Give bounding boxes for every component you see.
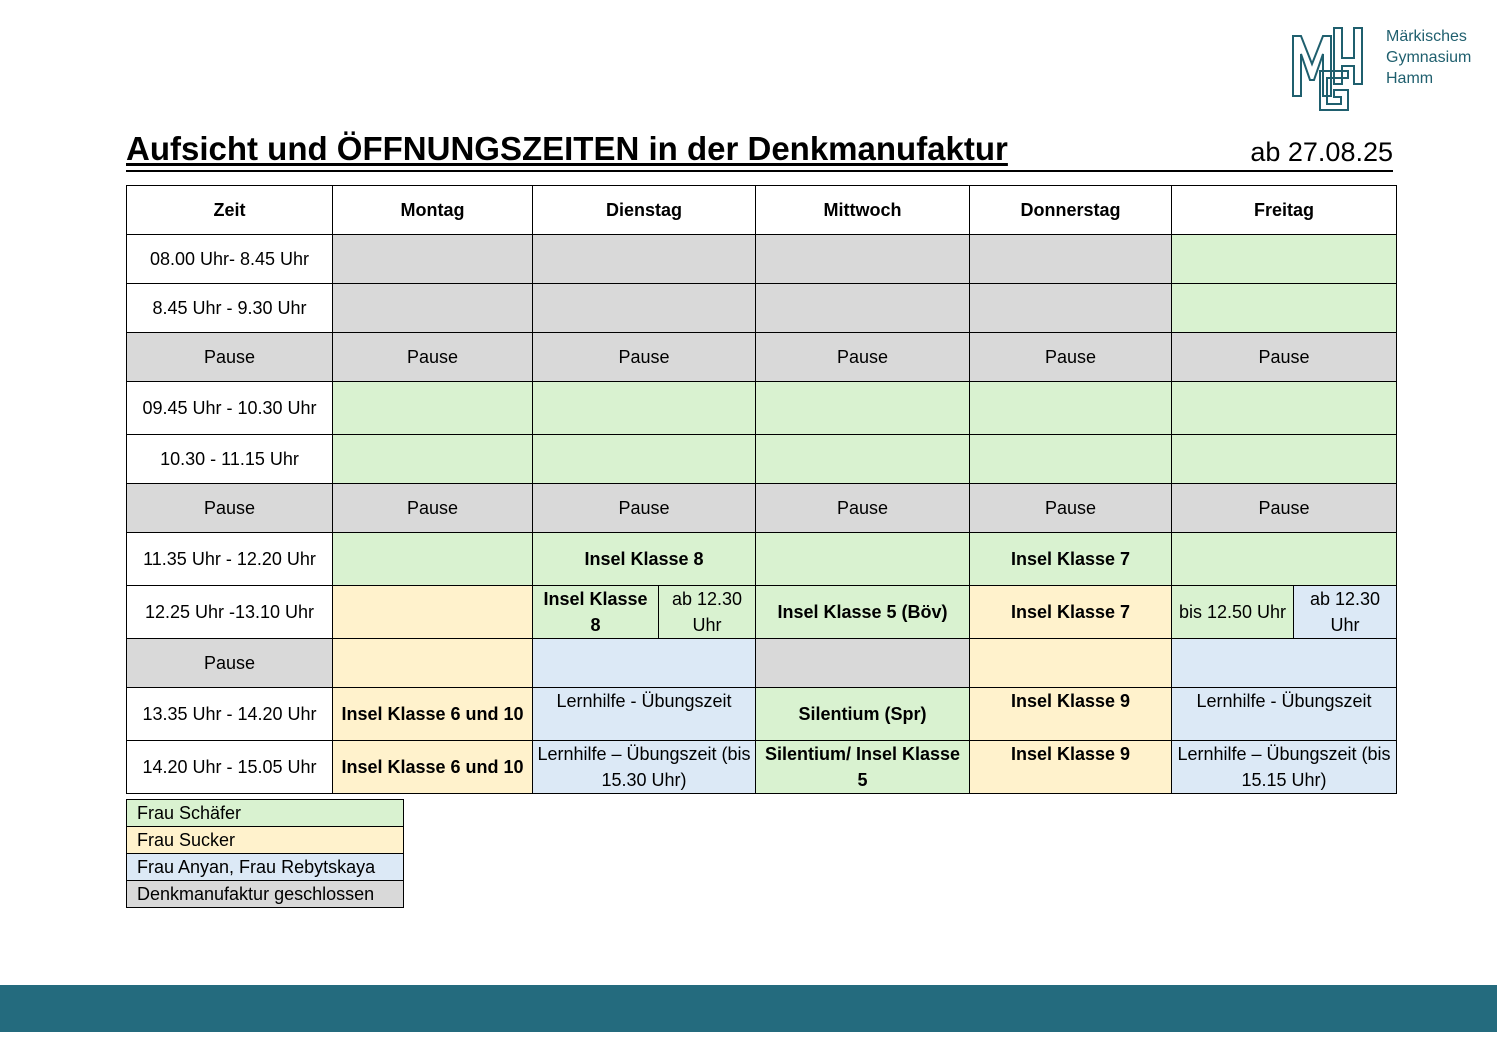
slot-cell: Lernhilfe - Übungszeit — [1172, 688, 1397, 741]
legend — [126, 799, 404, 908]
time-cell: 14.20 Uhr - 15.05 Uhr — [127, 741, 333, 794]
table-row — [127, 533, 1397, 586]
slot-cell: bis 12.50 Uhr — [1172, 586, 1294, 639]
pause-row — [127, 333, 1397, 382]
slot-cell: Lernhilfe – Übungszeit (bis 15.30 Uhr) — [533, 741, 756, 794]
pause-row — [127, 639, 1397, 688]
title-row — [126, 126, 1393, 172]
legend-item-sucker: Frau Sucker — [127, 827, 404, 854]
header-mittwoch: Mittwoch — [756, 186, 970, 235]
time-cell: 12.25 Uhr -13.10 Uhr — [127, 586, 333, 639]
pause-cell: Pause — [970, 484, 1172, 533]
slot-cell — [333, 435, 533, 484]
time-cell: 10.30 - 11.15 Uhr — [127, 435, 333, 484]
table-row — [127, 235, 1397, 284]
pause-cell: Pause — [533, 333, 756, 382]
time-cell: Pause — [127, 639, 333, 688]
slot-cell — [970, 639, 1172, 688]
slot-cell: Insel Klasse 7 — [970, 586, 1172, 639]
slot-cell — [333, 533, 533, 586]
slot-cell — [970, 382, 1172, 435]
pause-cell: Pause — [1172, 333, 1397, 382]
pause-row — [127, 484, 1397, 533]
school-name-line-1: Märkisches — [1386, 28, 1467, 45]
slot-cell — [1172, 235, 1397, 284]
table-row — [127, 284, 1397, 333]
legend-item-anyan-rebytskaya: Frau Anyan, Frau Rebytskaya — [127, 854, 404, 881]
time-cell: Pause — [127, 333, 333, 382]
slot-cell — [1172, 435, 1397, 484]
slot-cell: Insel Klasse 9 — [970, 741, 1172, 794]
table-row — [127, 688, 1397, 741]
slot-cell — [970, 235, 1172, 284]
slot-cell — [756, 533, 970, 586]
slot-cell — [333, 639, 533, 688]
slot-cell — [533, 235, 756, 284]
slot-cell: Insel Klasse 5 (Böv) — [756, 586, 970, 639]
legend-item-schaefer: Frau Schäfer — [127, 800, 404, 827]
page-title: Aufsicht und ÖFFNUNGSZEITEN in der Denkmanufaktur — [126, 130, 1008, 167]
slot-cell: Lernhilfe - Übungszeit — [533, 688, 756, 741]
slot-cell: Insel Klasse 6 und 10 — [333, 688, 533, 741]
slot-cell: Insel Klasse 8 — [533, 533, 756, 586]
pause-cell: Pause — [1172, 484, 1397, 533]
school-name-line-3: Hamm — [1386, 70, 1434, 87]
slot-cell — [333, 586, 533, 639]
table-row — [127, 586, 1397, 639]
time-cell: 8.45 Uhr - 9.30 Uhr — [127, 284, 333, 333]
slot-cell — [533, 284, 756, 333]
time-cell: Pause — [127, 484, 333, 533]
mgh-logo-icon — [1290, 24, 1368, 112]
slot-cell — [333, 284, 533, 333]
slot-cell — [1172, 533, 1397, 586]
header-donnerstag: Donnerstag — [970, 186, 1172, 235]
time-cell: 11.35 Uhr - 12.20 Uhr — [127, 533, 333, 586]
slot-cell — [756, 639, 970, 688]
slot-cell — [756, 435, 970, 484]
slot-cell — [970, 435, 1172, 484]
header-row — [127, 186, 1397, 235]
school-logo — [1290, 24, 1490, 114]
slot-cell — [970, 284, 1172, 333]
slot-cell — [1172, 639, 1397, 688]
slot-cell: ab 12.30 Uhr — [1294, 586, 1397, 639]
slot-cell: Silentium/ Insel Klasse 5 — [756, 741, 970, 794]
time-cell: 08.00 Uhr- 8.45 Uhr — [127, 235, 333, 284]
slot-cell — [1172, 382, 1397, 435]
slot-cell: Insel Klasse 6 und 10 — [333, 741, 533, 794]
slot-cell — [533, 382, 756, 435]
pause-cell: Pause — [756, 484, 970, 533]
table-row — [127, 741, 1397, 794]
time-cell: 09.45 Uhr - 10.30 Uhr — [127, 382, 333, 435]
footer-bar — [0, 985, 1497, 1032]
header-zeit: Zeit — [127, 186, 333, 235]
slot-cell — [1172, 284, 1397, 333]
slot-cell — [756, 235, 970, 284]
slot-cell: Silentium (Spr) — [756, 688, 970, 741]
slot-cell — [533, 639, 756, 688]
valid-from-date: ab 27.08.25 — [1250, 137, 1393, 167]
slot-cell — [533, 435, 756, 484]
pause-cell: Pause — [333, 333, 533, 382]
header-dienstag: Dienstag — [533, 186, 756, 235]
school-name — [1386, 26, 1471, 89]
slot-cell: Insel Klasse 7 — [970, 533, 1172, 586]
pause-cell: Pause — [333, 484, 533, 533]
slot-cell: ab 12.30 Uhr — [659, 586, 756, 639]
pause-cell: Pause — [533, 484, 756, 533]
header-montag: Montag — [333, 186, 533, 235]
pause-cell: Pause — [970, 333, 1172, 382]
slot-cell: Insel Klasse 9 — [970, 688, 1172, 741]
slot-cell: Insel Klasse 8 — [533, 586, 659, 639]
table-row — [127, 382, 1397, 435]
slot-cell: Lernhilfe – Übungszeit (bis 15.15 Uhr) — [1172, 741, 1397, 794]
slot-cell — [756, 382, 970, 435]
header-freitag: Freitag — [1172, 186, 1397, 235]
school-name-line-2: Gymnasium — [1386, 49, 1472, 66]
slot-cell — [756, 284, 970, 333]
slot-cell — [333, 382, 533, 435]
table-row — [127, 435, 1397, 484]
pause-cell: Pause — [756, 333, 970, 382]
slot-cell — [333, 235, 533, 284]
legend-item-geschlossen: Denkmanufaktur geschlossen — [127, 881, 404, 908]
time-cell: 13.35 Uhr - 14.20 Uhr — [127, 688, 333, 741]
schedule-table — [126, 185, 1397, 794]
